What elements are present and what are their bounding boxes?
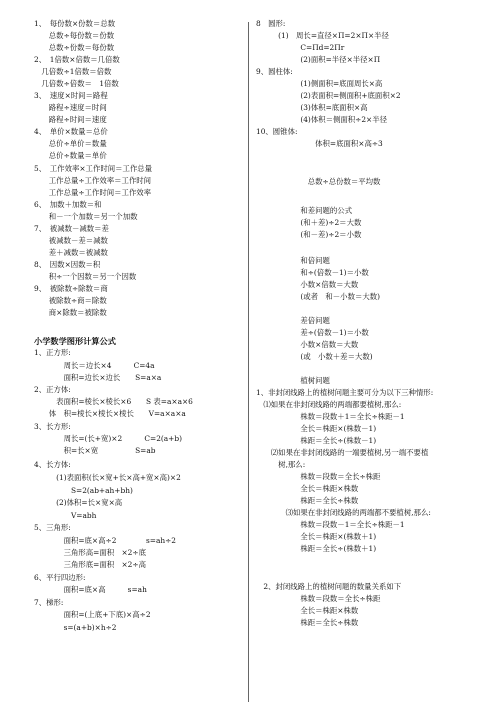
text-line: 积=长×宽 S=ab (34, 446, 156, 455)
text-line: 被除数÷商＝除数 (34, 296, 107, 305)
text-line: 7、梯形: (34, 598, 64, 607)
text-line: 几倍数÷1倍数＝倍数 (34, 67, 112, 76)
text-line: C=Πd=2Πr (256, 43, 345, 52)
text-line: V=abh (34, 511, 97, 520)
text-line: 6、 加数＋加数＝和 (34, 200, 102, 209)
text-line: ⑶如果在非封闭线路的两端都不要植树,那么: (256, 508, 431, 517)
text-line: 和倍问题 (256, 256, 330, 265)
text-line: 株数＝段数＝全长÷株距 (256, 594, 381, 603)
text-line: (1)侧面积=底面周长×高 (256, 79, 383, 88)
text-line: 三角形底=面积 ×2÷高 (34, 560, 146, 569)
section-heading: 小学数学图形计算公式 (34, 336, 116, 346)
text-line: 7、 被减数－减数＝差 (34, 224, 109, 233)
text-line: 工作总量÷工作效率＝工作时间 (34, 176, 152, 185)
text-line: 9、 被除数÷除数＝商 (34, 284, 108, 293)
text-line: 全长＝株距×(株数＋1) (256, 532, 377, 541)
text-line: 面积=边长×边长 S=a×a (34, 373, 162, 382)
text-line: 4、长方体: (34, 460, 71, 469)
text-line: 3、 速度×时间＝路程 (34, 91, 108, 100)
text-line: 全长＝株距×株数 (256, 606, 359, 615)
text-line: 2、正方体: (34, 385, 71, 394)
text-line: 5、三角形: (34, 523, 71, 532)
text-line: S=2(ab+ah+bh) (34, 486, 133, 495)
text-line: 树,那么: (256, 460, 306, 469)
text-line: 和－一个加数＝另一个加数 (34, 212, 138, 221)
text-line: 1、 每份数×份数＝总数 (34, 19, 116, 28)
text-line: (或 小数＋差＝大数) (256, 352, 373, 361)
text-line: 小数×倍数＝大数 (256, 280, 359, 289)
text-line: 总价÷数量＝单价 (34, 151, 107, 160)
text-line: (4)体积＝侧面积÷2×半径 (256, 115, 388, 124)
text-line: 差倍问题 (256, 316, 330, 325)
text-line: 被减数－差＝减数 (34, 236, 108, 245)
text-line: 4、 单价×数量＝总价 (34, 127, 108, 136)
text-line: 全长＝株距×株数 (256, 484, 359, 493)
text-line: 株数＝段数－1＝全长÷株距－1 (256, 520, 405, 529)
text-line: (1) 周长=直径×Π=2×Π×半径 (256, 31, 389, 40)
column-divider (248, 22, 249, 702)
text-line: 和差问题的公式 (256, 206, 353, 215)
text-line: 周长＝边长×4 C=4a (34, 361, 155, 370)
text-line: 周长=(长+宽)×2 C=2(a+b) (34, 434, 182, 443)
text-line: 总数÷每份数＝份数 (34, 31, 115, 40)
text-line: 全长＝株距×(株数－1) (256, 424, 377, 433)
text-line: 9、圆柱体: (256, 67, 293, 76)
text-line: 总数÷总份数＝平均数 (256, 177, 381, 186)
text-line: 和÷(倍数－1)＝小数 (256, 268, 369, 277)
text-line: 体积=底面积×高÷3 (256, 139, 383, 148)
text-line: 商×除数＝被除数 (34, 308, 107, 317)
text-line: 体 积=棱长×棱长×棱长 V=a×a×a (34, 409, 186, 418)
text-line: 株距＝全长÷(株数－1) (256, 436, 377, 445)
text-line: 几倍数÷倍数＝ 1倍数 (34, 79, 119, 88)
text-line: 总数÷份数＝每份数 (34, 43, 115, 52)
text-line: 面积=底×高 s=ah (34, 585, 147, 594)
text-line: 工作总量÷工作时间＝工作效率 (34, 188, 152, 197)
text-line: 10、圆锥体: (256, 127, 298, 136)
text-line: 面积=底×高÷2 s=ah÷2 (34, 536, 177, 545)
text-line: 差÷(倍数－1)＝小数 (256, 328, 369, 337)
text-line: 三角形高=面积 ×2÷底 (34, 548, 146, 557)
text-line: 1、正方形: (34, 348, 71, 357)
text-line: 6、平行四边形: (34, 573, 86, 582)
text-line: (2)表面积=侧面积+底面积×2 (256, 91, 401, 100)
text-line: (或者 和－小数＝大数) (256, 292, 381, 301)
text-line: 株距＝全长÷株数 (256, 618, 359, 627)
text-line: 8、 因数×因数＝积 (34, 260, 101, 269)
text-line: 2、封闭线路上的植树问题的数量关系如下 (256, 582, 402, 591)
text-line: 1、非封闭线路上的植树问题主要可分为以下三种情形: (256, 388, 434, 397)
text-line: (和－差)÷2＝小数 (256, 230, 362, 239)
text-line: 总价÷单价＝数量 (34, 139, 107, 148)
text-line: 路程÷时间＝速度 (34, 115, 107, 124)
text-line: 5、 工作效率×工作时间＝工作总量 (34, 164, 153, 173)
text-line: (2)体积=长×宽×高 (34, 498, 123, 507)
text-line: ⑵如果在非封闭线路的一端要植树,另一端不要植 (256, 448, 429, 457)
text-line: 株数＝段数＝全长÷株距 (256, 472, 381, 481)
text-line: 2、 1倍数×倍数＝几倍数 (34, 55, 120, 64)
text-line: 3、长方形: (34, 422, 71, 431)
text-line: 路程÷速度＝时间 (34, 103, 107, 112)
text-line: (和＋差)÷2＝大数 (256, 218, 362, 227)
text-line: 小数×倍数＝大数 (256, 340, 359, 349)
text-line: 积÷一个因数＝另一个因数 (34, 272, 137, 281)
text-line: 株数＝段数＋1＝全长÷株距－1 (256, 412, 405, 421)
text-line: 表面积=棱长×棱长×6 S 表=a×a×6 (34, 397, 193, 406)
text-line: 株距＝全长÷(株数＋1) (256, 544, 377, 553)
text-line: 植树问题 (256, 376, 330, 385)
text-line: 差＋减数＝被减数 (34, 248, 108, 257)
text-line: 8 圆形: (256, 19, 286, 28)
text-line: (3)体积=底面积×高 (256, 103, 368, 112)
text-line: ⑴如果在非封闭线路的两端都要植树,那么: (256, 400, 402, 409)
text-line: (2)面积=半径×半径×Π (256, 55, 381, 64)
text-line: s=(a+b)×h÷2 (34, 623, 117, 632)
text-line: 面积=(上底+下底)×高÷2 (34, 610, 151, 619)
text-line: (1)表面积(长×宽+长×高+宽×高)×2 (34, 473, 181, 482)
text-line: 株距＝全长÷株数 (256, 496, 359, 505)
